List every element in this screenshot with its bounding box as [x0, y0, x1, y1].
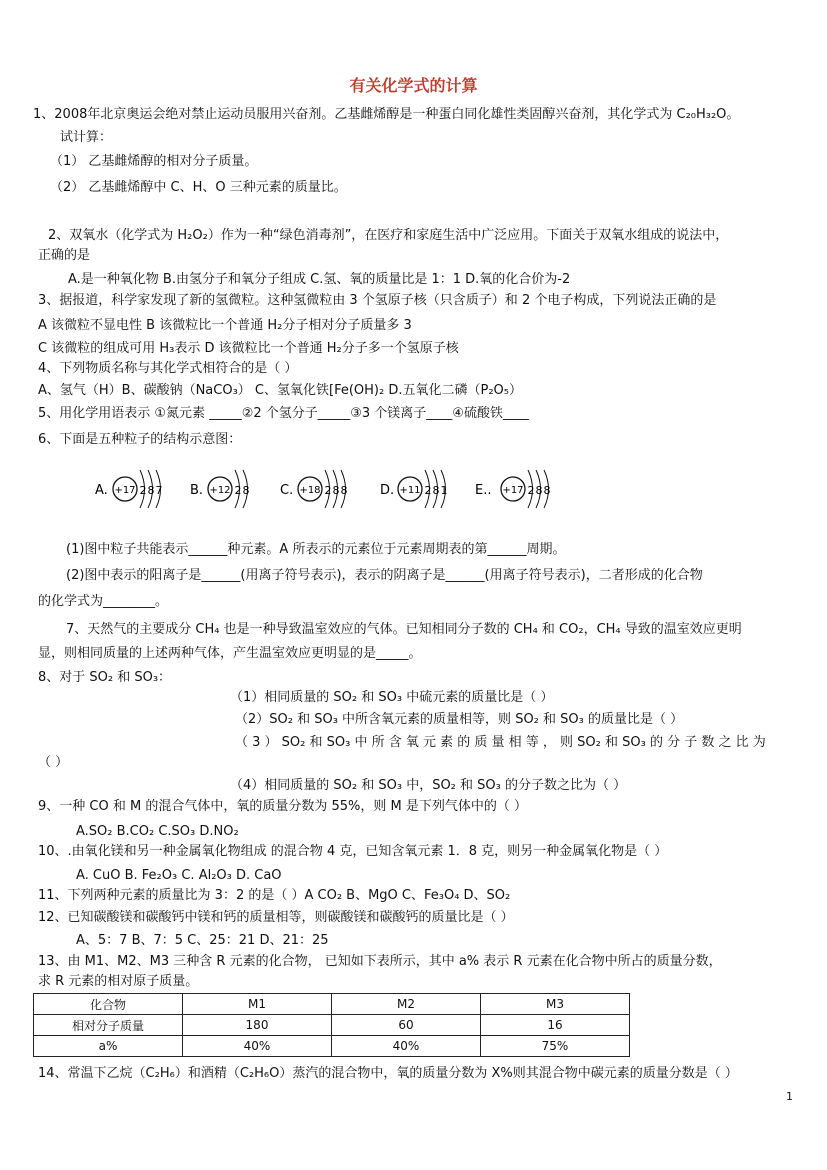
nucleus-charge: +11	[399, 485, 421, 496]
electron-count: 8	[332, 484, 340, 497]
text-line: 7、天然气的主要成分 CH₄ 也是一种导致温室效应的气体。已知相同分子数的 CH₄ 和 CO₂，CH₄ 导致的温室效应更明	[66, 622, 742, 637]
electron-count: 8	[340, 484, 348, 497]
compound-table	[33, 993, 630, 1057]
table-cell: M1	[183, 994, 332, 1015]
atom-structure-diagram	[95, 458, 575, 528]
electron-count: 8	[147, 484, 155, 497]
atom-label: B.	[190, 483, 204, 498]
table-cell: 75%	[481, 1036, 630, 1057]
text-line: A. CuO B. Fe₂O₃ C. Al₂O₃ D. CaO	[76, 868, 282, 883]
table-cell: 40%	[183, 1036, 332, 1057]
text-line: 13、由 M1、M2、M3 三种含 R 元素的化合物， 已知如下表所示，其中 a% 表示 R 元素在化合物中所占的质量分数，	[38, 954, 722, 969]
electron-count: 8	[432, 484, 440, 497]
page-title: 有关化学式的计算	[349, 76, 478, 95]
text-line: 显，则相同质量的上述两种气体，产生温室效应更明显的是_____。	[38, 646, 422, 661]
text-line: （ 3 ） SO₂ 和 SO₃ 中 所 含 氧 元 素 的 质 量 相 等 ， 则 SO₂ 和 SO₃ 的 分 子 数 之 比 为	[235, 735, 766, 750]
electron-count: 2	[324, 484, 332, 497]
text-line: 14、常温下乙烷（C₂H₆）和酒精（C₂H₆O）蒸汽的混合物中，氧的质量分数为 X%则其混合物中碳元素的质量分数是（ ）	[38, 1066, 738, 1081]
atom-label: C.	[280, 483, 294, 498]
text-line: A、氢气（H）B、碳酸钠（NaCO₃） C、氢氧化铁[Fe(OH)₂ D.五氧化二磷（P₂O₅）	[38, 383, 522, 398]
text-line: 4、下列物质名称与其化学式相符合的是（ ）	[38, 361, 298, 376]
text-line: 求 R 元素的相对原子质量。	[38, 974, 199, 989]
text-line: 5、用化学用语表示 ①氮元素 _____②2 个氢分子_____③3 个镁离子____④硫酸铁____	[38, 406, 529, 421]
atom-diagram	[380, 470, 448, 508]
atom-label: D.	[380, 483, 395, 498]
text-line: （ ）	[38, 755, 69, 770]
text-line: A 该微粒不显电性 B 该微粒比一个普通 H₂分子相对分子质量多 3	[38, 318, 412, 333]
atom-label: A.	[95, 483, 108, 498]
table-cell: 化合物	[34, 994, 183, 1015]
text-line: （1）相同质量的 SO₂ 和 SO₃ 中硫元素的质量比是（ ）	[230, 690, 554, 705]
text-line: 3、据报道，科学家发现了新的氢微粒。这种氢微粒由 3 个氢原子核（只含质子）和 2 个电子构成，下列说法正确的是	[38, 293, 717, 308]
atom-diagram	[95, 470, 163, 508]
table-cell: 60	[332, 1015, 481, 1036]
text-line: 正确的是	[38, 248, 91, 263]
atom-label: E..	[475, 483, 492, 498]
text-line: A.SO₂ B.CO₂ C.SO₃ D.NO₂	[76, 824, 239, 839]
text-line: 1、2008年北京奥运会绝对禁止运动员服用兴奋剂。乙基雌烯醇是一种蛋白同化雄性类固醇兴奋剂，其化学式为 C₂₀H₃₂O。	[33, 107, 740, 122]
electron-count: 2	[527, 484, 535, 497]
table-cell: 40%	[332, 1036, 481, 1057]
text-line: （4）相同质量的 SO₂ 和 SO₃ 中，SO₂ 和 SO₃ 的分子数之比为（ ）	[230, 778, 627, 793]
table-cell: 相对分子质量	[34, 1015, 183, 1036]
electron-count: 2	[139, 484, 147, 497]
atom-diagram	[475, 470, 551, 508]
table-cell: M3	[481, 994, 630, 1015]
electron-count: 1	[440, 484, 448, 497]
nucleus-charge: +18	[299, 485, 321, 496]
text-line: C 该微粒的组成可用 H₃表示 D 该微粒比一个普通 H₂分子多一个氢原子核	[38, 341, 459, 356]
electron-count: 2	[234, 484, 242, 497]
text-line: 12、已知碳酸镁和碳酸钙中镁和钙的质量相等，则碳酸镁和碳酸钙的质量比是（ ）	[38, 910, 514, 925]
table-row	[34, 1015, 630, 1036]
text-line: A、5：7 B、7：5 C、25：21 D、21：25	[76, 933, 329, 948]
atom-diagram	[190, 470, 250, 508]
table-row	[34, 994, 630, 1015]
table-cell: a%	[34, 1036, 183, 1057]
nucleus-charge: +17	[114, 485, 136, 496]
text-line: （2）SO₂ 和 SO₃ 中所含氧元素的质量相等，则 SO₂ 和 SO₃ 的质量比是（ ）	[235, 712, 684, 727]
text-line: 11、下列两种元素的质量比为 3：2 的是（ ）A CO₂ B、MgO C、Fe₃O₄ D、SO₂	[38, 888, 511, 903]
text-line: (1)图中粒子共能表示______种元素。A 所表示的元素位于元素周期表的第______周期。	[66, 542, 566, 557]
text-line: 10、.由氧化镁和另一种金属氧化物组成 的混合物 4 克，已知含氧元素 1．8 克，则另一种金属氧化物是（ ）	[38, 844, 668, 859]
text-line: 的化学式为________。	[38, 594, 169, 609]
atom-diagram	[280, 470, 348, 508]
text-line: 试计算：	[60, 130, 113, 145]
electron-count: 8	[543, 484, 551, 497]
table-cell: 180	[183, 1015, 332, 1036]
nucleus-charge: +12	[209, 485, 231, 496]
electron-count: 8	[242, 484, 250, 497]
text-line: 8、对于 SO₂ 和 SO₃：	[38, 670, 172, 685]
text-line: 9、一种 CO 和 M 的混合气体中，氧的质量分数为 55%，则 M 是下列气体中的（ ）	[38, 799, 527, 814]
electron-count: 2	[424, 484, 432, 497]
page-number: 1	[786, 1090, 793, 1103]
table-cell: 16	[481, 1015, 630, 1036]
table-row	[34, 1036, 630, 1057]
text-line: （1） 乙基雌烯醇的相对分子质量。	[50, 154, 258, 169]
text-line: 2、双氧水（化学式为 H₂O₂）作为一种“绿色消毒剂”，在医疗和家庭生活中广泛应用。下面关于双氧水组成的说法中，	[48, 228, 729, 243]
text-line: (2)图中表示的阳离子是______(用离子符号表示)，表示的阴离子是______(用离子符号表示)，二者形成的化合物	[66, 568, 703, 583]
text-line: 6、下面是五种粒子的结构示意图：	[38, 432, 242, 447]
text-line: A.是一种氧化物 B.由氢分子和氧分子组成 C.氢、氧的质量比是 1：1 D.氧的化合价为-2	[68, 272, 571, 287]
electron-count: 7	[155, 484, 163, 497]
nucleus-charge: +17	[502, 485, 524, 496]
electron-count: 8	[535, 484, 543, 497]
table-cell: M2	[332, 994, 481, 1015]
text-line: （2） 乙基雌烯醇中 C、H、O 三种元素的质量比。	[50, 180, 347, 195]
